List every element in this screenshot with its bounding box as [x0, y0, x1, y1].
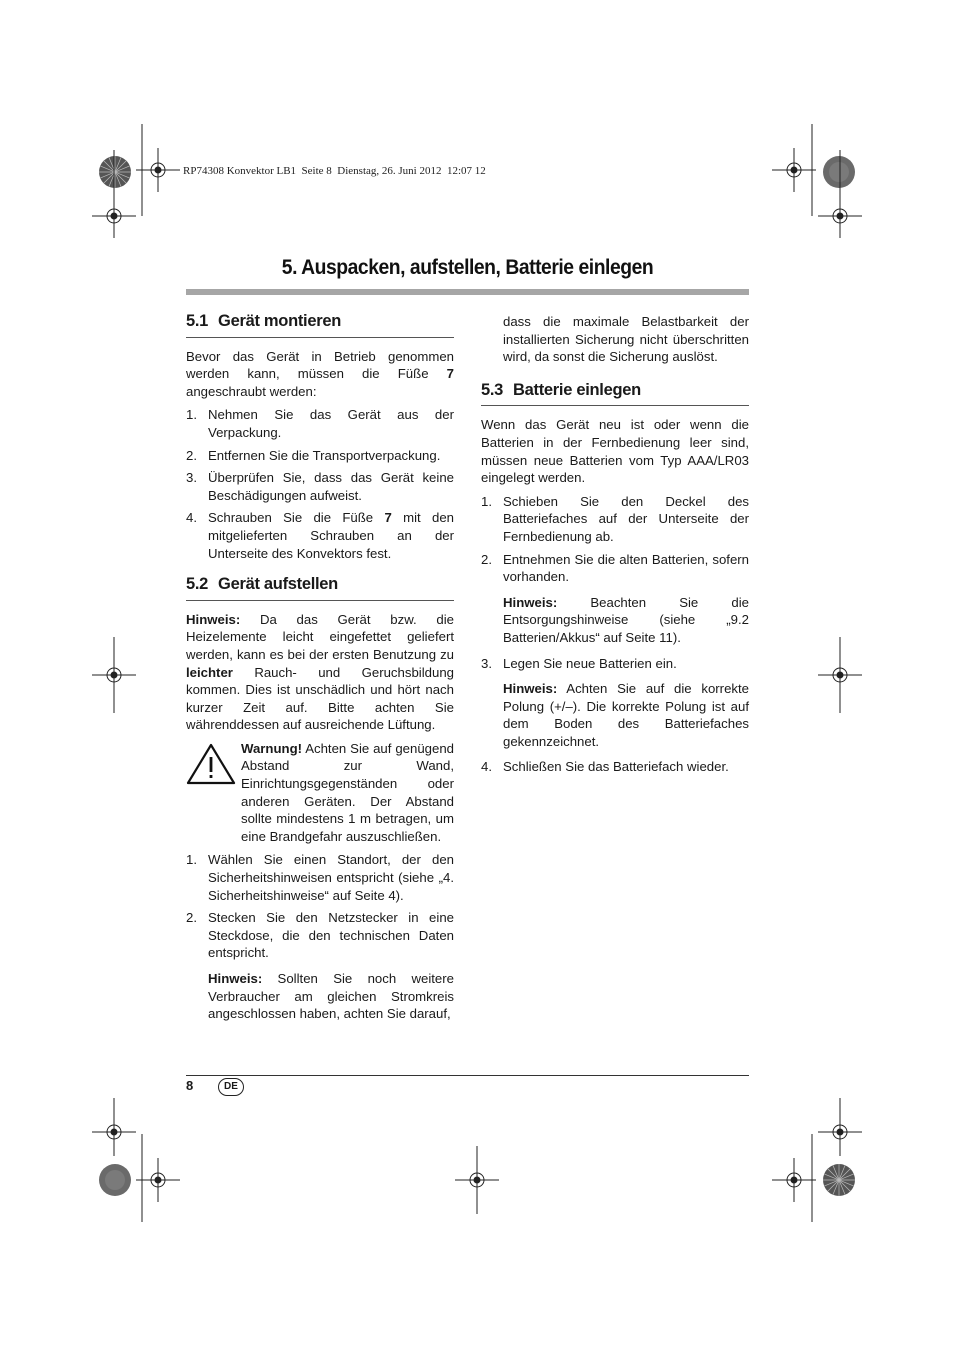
paragraph-hint: Hinweis: Da das Gerät bzw. die Heizelemente leicht eingefettet geliefert werden, kann es bei der ersten Benutzung zu leichter Rauch- und Geruchsbildung kommen. Dies ist unschädlich und hört nach kurzer Zeit auf. Bitte achten Sie währenddessen auf ausreichende Lüftung. [186, 611, 454, 733]
warning-box: Warnung! Achten Sie auf genügend Abstand zur Wand, Einrichtungsgegenständen oder anderen Geräten. Der Abstand sollte mindestens 1 m betragen, um eine Brandgefahr auszuschließen. [186, 740, 454, 846]
list-battery-steps-end [481, 758, 749, 776]
list-battery-steps [481, 493, 749, 586]
page-number: 8 [186, 1078, 194, 1093]
note-polarity: Hinweis: Achten Sie auf die korrekte Polung (+/–). Die korrekte Polung ist auf dem Boden des Batteriefaches gekennzeichnet. [503, 681, 749, 749]
list-mounting-steps [186, 406, 454, 562]
list-item: 1. Wählen Sie einen Standort, der den Sicherheitshinweisen entspricht (siehe „4. Sicherheitshinweise“ auf Seite 4). [186, 852, 454, 903]
list-battery-steps-cont [481, 655, 749, 673]
list-item: 2. Entfernen Sie die Transportverpackung. [186, 447, 441, 463]
list-item: 4. Schließen Sie das Batteriefach wieder. [481, 759, 729, 775]
list-item: 4. Schrauben Sie die Füße 7 mit den mitgelieferten Schrauben an der Unterseite des Konvektors fest. [186, 510, 454, 561]
list-item: 3. Überprüfen Sie, dass das Gerät keine Beschädigungen aufweist. [186, 470, 454, 503]
section-heading-5-2: 5.2 Gerät aufstellen [186, 576, 454, 601]
right-column [481, 313, 749, 784]
print-header: RP74308 Konvektor LB1 Seite 8 Dienstag, 26. Juni 2012 12:07 12 [183, 165, 486, 177]
list-item: 3. Legen Sie neue Batterien ein. [481, 655, 677, 671]
paragraph-intro: Bevor das Gerät in Betrieb genommen werden kann, müssen die Füße 7 angeschraubt werden: [186, 348, 454, 399]
list-item: 1. Nehmen Sie das Gerät aus der Verpackung. [186, 407, 454, 440]
warning-triangle-icon [186, 742, 236, 786]
chapter-rule [186, 289, 749, 295]
list-item: 2. Stecken Sie den Netzstecker in eine Steckdose, die den technischen Daten entspricht. [186, 910, 454, 961]
list-item: 1. Schieben Sie den Deckel des Batteriefaches auf der Unterseite der Fernbedienung ab. [481, 493, 749, 544]
note-circuit: Hinweis: Sollten Sie noch weitere Verbraucher am gleichen Stromkreis angeschlossen haben, achten Sie darauf, [208, 971, 454, 1022]
footer-rule [186, 1075, 749, 1076]
paragraph-battery-intro: Wenn das Gerät neu ist oder wenn die Batterien in der Fernbedienung leer sind, müssen neue Batterien vom Typ AAA/LR03 eingelegt werden. [481, 417, 749, 486]
note-circuit-continued: dass die maximale Belastbarkeit der installierten Sicherung nicht überschritten wird, da sonst die Sicherung auslöst. [503, 314, 749, 365]
left-column [186, 313, 454, 1031]
chapter-title: 5. Auspacken, aufstellen, Batterie einlegen [281, 256, 654, 279]
note-disposal: Hinweis: Beachten Sie die Entsorgungshinweise (siehe „9.2 Batterien/Akkus“ auf Seite 11). [503, 594, 749, 645]
section-heading-5-1: 5.1 Gerät montieren [186, 313, 454, 338]
section-heading-5-3: 5.3 Batterie einlegen [481, 382, 749, 407]
list-item: 2. Entnehmen Sie die alten Batterien, sofern vorhanden. [481, 551, 749, 585]
list-setup-steps [186, 851, 454, 962]
language-badge: DE [218, 1078, 244, 1096]
